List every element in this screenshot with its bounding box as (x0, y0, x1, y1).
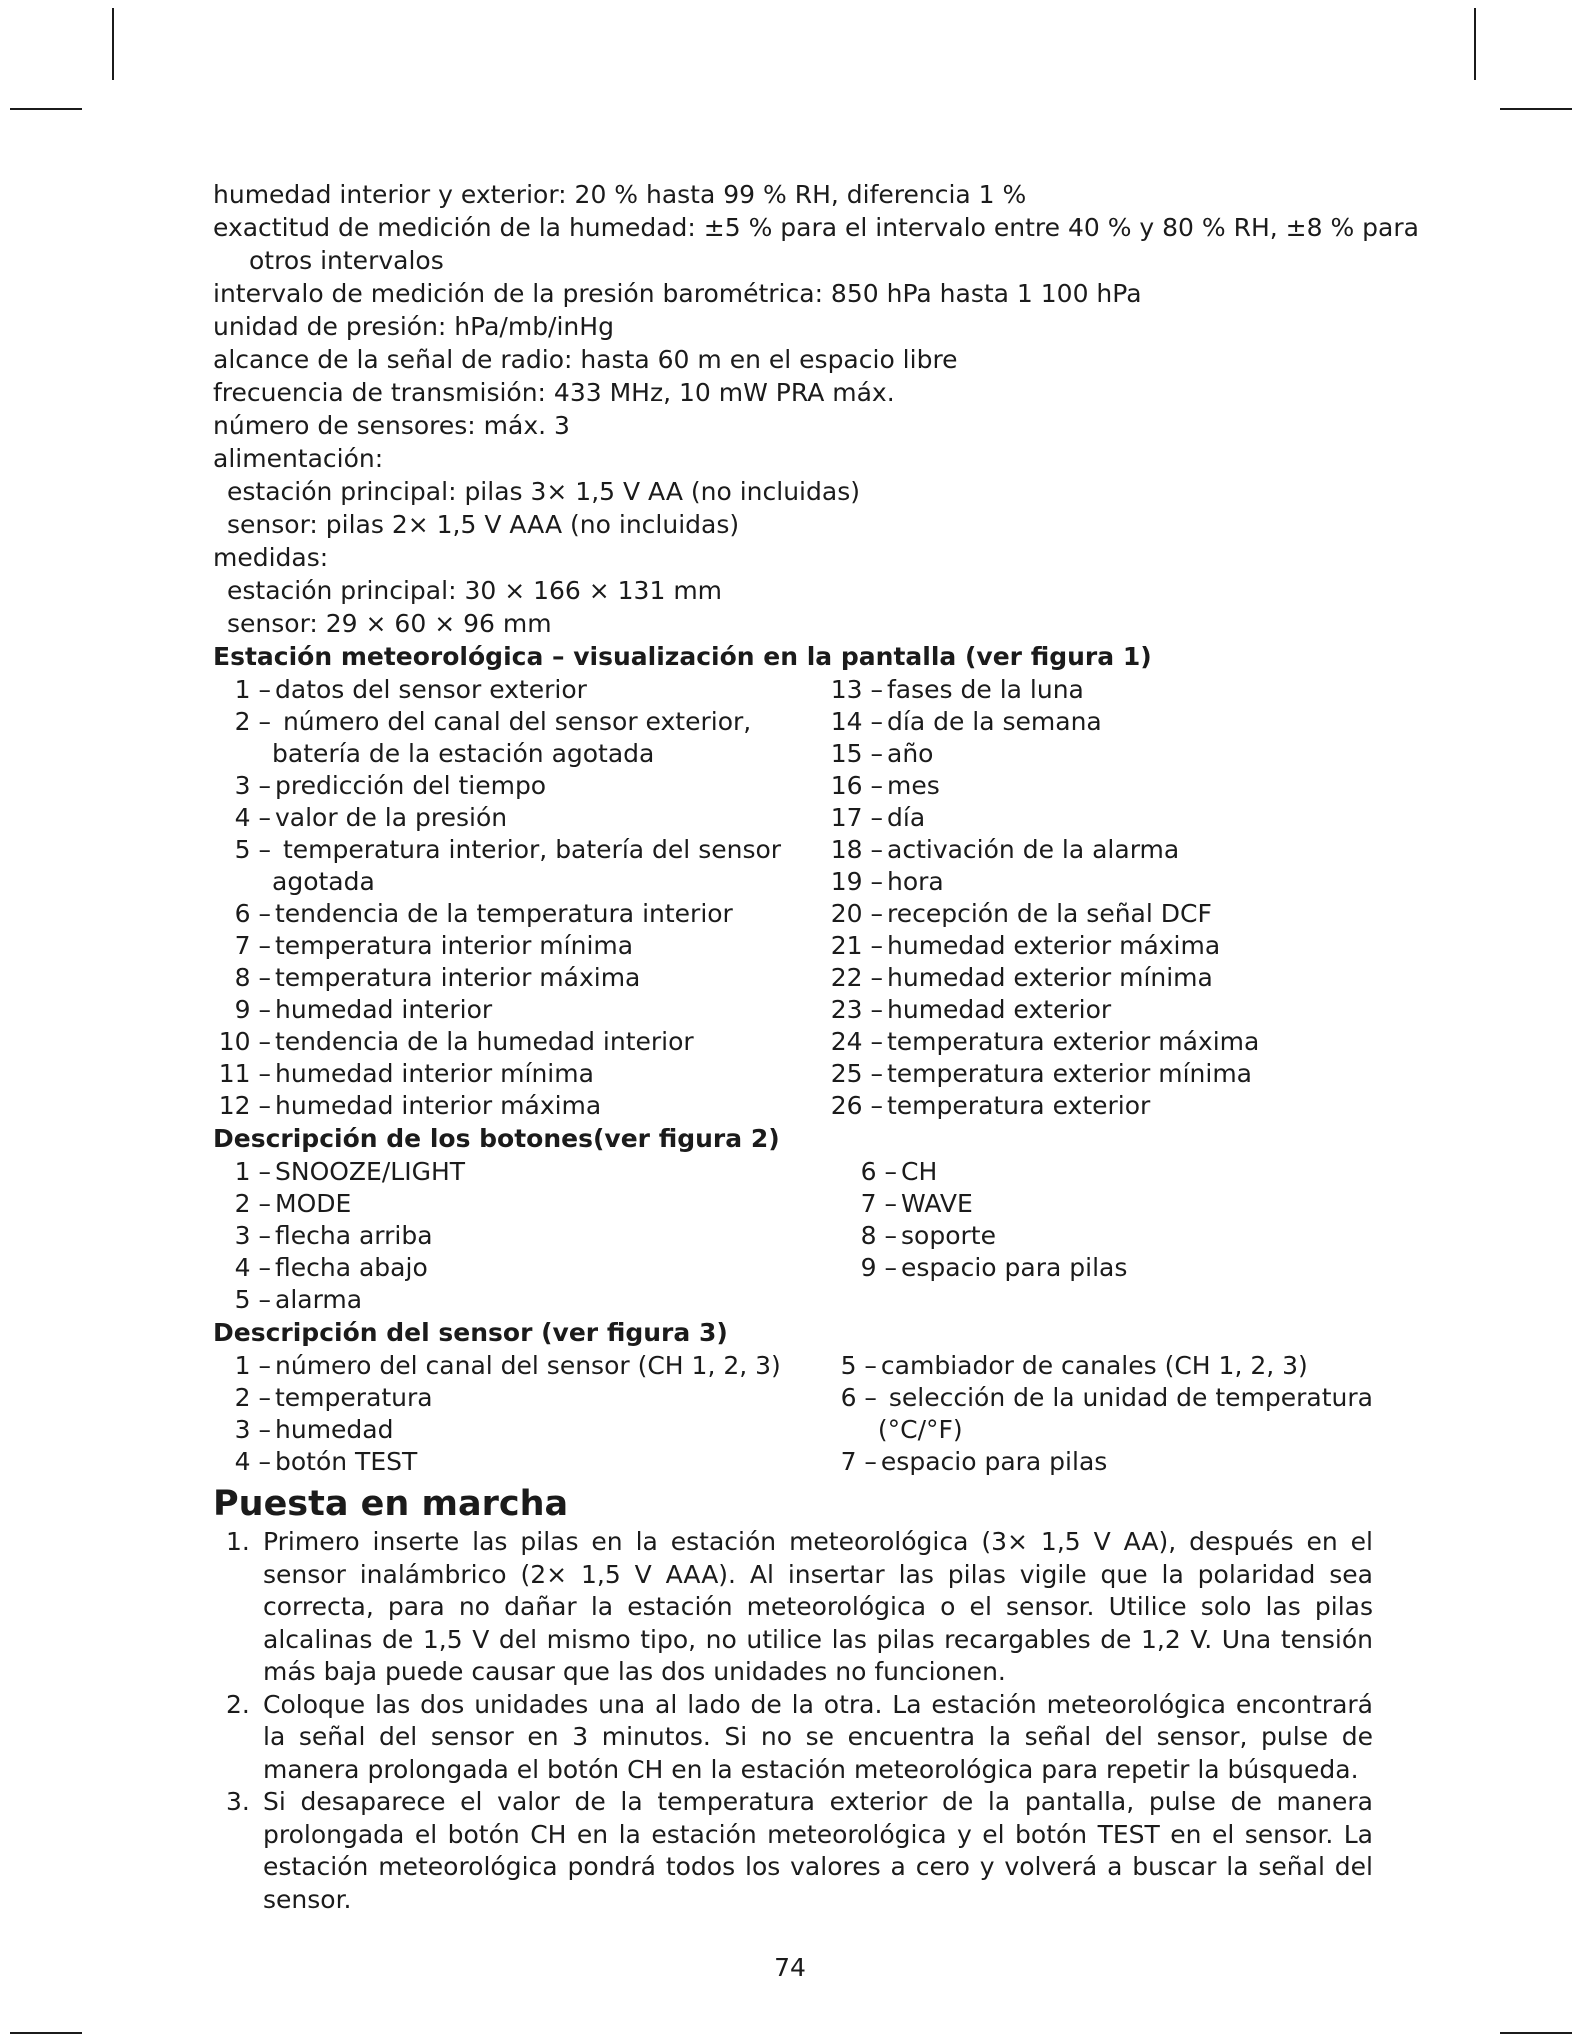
spec-line: sensor: 29 × 60 × 96 mm (227, 609, 552, 638)
legend-item-text: espacio para pilas (901, 1253, 1128, 1282)
crop-mark-bottom-right-horizontal (1500, 2032, 1572, 2034)
startup-step-text: Coloque las dos unidades una al lado de la otra. La estación meteorológica encontrará la señal del sensor en 3 minutos. Si no se encuentra la señal del sensor, pulse de manera prolongada el botón CH en la estación meteorológica para repetir la búsqueda. (263, 1689, 1373, 1784)
legend-item-number: 2 – (234, 707, 271, 736)
legend-item (213, 738, 825, 770)
sensor-legend-right (819, 1350, 1373, 1478)
legend-item (825, 802, 1373, 834)
legend-item-number: 7 – (234, 931, 271, 960)
legend-item-number: 11 – (218, 1059, 271, 1088)
startup-step (213, 1786, 1373, 1916)
legend-item (213, 1252, 839, 1284)
legend-item-number: 19 – (830, 867, 883, 896)
legend-item-number: 4 – (234, 1447, 271, 1476)
legend-item-number: 6 – (234, 899, 271, 928)
spec-line: otros intervalos (249, 246, 444, 275)
legend-item-number: 8 – (234, 963, 271, 992)
legend-item-text: número del canal del sensor exterior, (275, 707, 752, 736)
legend-item-text: tendencia de la temperatura interior (275, 899, 733, 928)
legend-item-text: datos del sensor exterior (275, 675, 587, 704)
sensor-section-heading: Descripción del sensor (ver figura 3) (213, 1318, 728, 1347)
buttons-legend-left (213, 1156, 839, 1316)
legend-item (213, 1350, 819, 1382)
legend-item-text: temperatura interior máxima (275, 963, 641, 992)
legend-item-text: WAVE (901, 1189, 973, 1218)
legend-item-text: flecha abajo (275, 1253, 428, 1282)
page-number: 74 (774, 1953, 806, 1982)
legend-item (819, 1350, 1373, 1382)
legend-item-number: 7 – (840, 1447, 877, 1476)
legend-item-text: humedad exterior mínima (887, 963, 1213, 992)
legend-item (213, 962, 825, 994)
legend-item-number: 21 – (830, 931, 883, 960)
legend-item-text: CH (901, 1157, 938, 1186)
page-content (213, 178, 1419, 1916)
legend-item (825, 738, 1373, 770)
legend-item (213, 1156, 839, 1188)
legend-item-number: 16 – (830, 771, 883, 800)
legend-item-number: 3 – (234, 771, 271, 800)
legend-item (213, 866, 825, 898)
legend-item-number: 2 – (234, 1189, 271, 1218)
startup-step-text: Primero inserte las pilas en la estación meteorológica (3× 1,5 V AA), después en el sensor inalámbrico (2× 1,5 V AAA). Al insertar las pilas vigile que la polaridad sea correcta, para no dañar la estación meteorológica o el sensor. Utilice solo las pilas alcalinas de 1,5 V del mismo tipo, no utilice las pilas recargables de 1,2 V. Una tensión más baja puede causar que las dos unidades no funcionen. (263, 1527, 1373, 1686)
legend-item (213, 1220, 839, 1252)
legend-item (213, 994, 825, 1026)
legend-item-number: 14 – (830, 707, 883, 736)
legend-item-text: espacio para pilas (880, 1447, 1108, 1476)
crop-mark-top-right-vertical (1474, 8, 1476, 80)
display-legend-left (213, 674, 825, 1122)
legend-item (213, 1446, 819, 1478)
legend-item-number: 5 – (840, 1351, 877, 1380)
legend-item (819, 1414, 1373, 1446)
legend-item-text: día (887, 803, 926, 832)
legend-item-text: cambiador de canales (CH 1, 2, 3) (880, 1351, 1308, 1380)
legend-item (825, 866, 1373, 898)
legend-item-text: día de la semana (887, 707, 1102, 736)
legend-item (213, 1058, 825, 1090)
legend-item-number: 15 – (830, 739, 883, 768)
spec-line: intervalo de medición de la presión barométrica: 850 hPa hasta 1 100 hPa (213, 279, 1142, 308)
legend-item-text: temperatura (275, 1383, 433, 1412)
legend-item-number: 6 – (860, 1157, 897, 1186)
startup-heading: Puesta en marcha (213, 1484, 569, 1524)
legend-item-number: 4 – (234, 803, 271, 832)
legend-item-text: fases de la luna (887, 675, 1084, 704)
spec-line: exactitud de medición de la humedad: ±5 % para el intervalo entre 40 % y 80 % RH, ±8 % para (213, 213, 1419, 242)
display-section-heading: Estación meteorológica – visualización en la pantalla (ver figura 1) (213, 642, 1152, 671)
legend-item-text: MODE (275, 1189, 352, 1218)
legend-item (213, 1026, 825, 1058)
buttons-section-heading: Descripción de los botones(ver figura 2) (213, 1124, 780, 1153)
startup-step-number: 1. (226, 1527, 250, 1556)
legend-item-text: flecha arriba (275, 1221, 433, 1250)
buttons-legend-right (839, 1156, 1373, 1316)
spec-list (213, 178, 1419, 640)
legend-item-number: 26 – (830, 1091, 883, 1120)
display-legend (213, 674, 1373, 1122)
legend-item-text: SNOOZE/LIGHT (275, 1157, 466, 1186)
legend-item (825, 1026, 1373, 1058)
sensor-legend (213, 1350, 1373, 1478)
legend-item-number: 10 – (218, 1027, 271, 1056)
legend-item (213, 834, 825, 866)
legend-item-number: 7 – (860, 1189, 897, 1218)
legend-item (825, 834, 1373, 866)
spec-line: estación principal: 30 × 166 × 131 mm (227, 576, 723, 605)
legend-item-number: 2 – (234, 1383, 271, 1412)
legend-item (825, 962, 1373, 994)
legend-item-number: 22 – (830, 963, 883, 992)
legend-item (825, 674, 1373, 706)
spec-line: frecuencia de transmisión: 433 MHz, 10 mW PRA máx. (213, 378, 895, 407)
legend-item (213, 1284, 839, 1316)
legend-item-number: 8 – (860, 1221, 897, 1250)
spec-line: medidas: (213, 543, 329, 572)
legend-item-number: 9 – (860, 1253, 897, 1282)
legend-item-number: 6 – (840, 1383, 877, 1412)
legend-item-number: 4 – (234, 1253, 271, 1282)
legend-item-text: humedad (275, 1415, 394, 1444)
legend-item (825, 1090, 1373, 1122)
startup-step (213, 1689, 1373, 1787)
legend-item-number: 25 – (830, 1059, 883, 1088)
legend-item (839, 1156, 1373, 1188)
legend-item-text: predicción del tiempo (275, 771, 547, 800)
buttons-legend (213, 1156, 1373, 1316)
legend-item (213, 802, 825, 834)
legend-item-text: humedad exterior máxima (887, 931, 1221, 960)
legend-item-text: activación de la alarma (887, 835, 1180, 864)
legend-item-text: recepción de la señal DCF (887, 899, 1212, 928)
legend-item-number: 23 – (830, 995, 883, 1024)
legend-item-text: temperatura exterior máxima (887, 1027, 1260, 1056)
legend-item-text: temperatura interior, batería del sensor (275, 835, 782, 864)
legend-item (839, 1188, 1373, 1220)
legend-item-text: alarma (275, 1285, 363, 1314)
legend-item-text: valor de la presión (275, 803, 508, 832)
spec-line: estación principal: pilas 3× 1,5 V AA (no incluidas) (227, 477, 860, 506)
startup-step-number: 3. (226, 1787, 250, 1816)
legend-item-text: tendencia de la humedad interior (275, 1027, 694, 1056)
legend-item (825, 770, 1373, 802)
legend-item-text: (°C/°F) (877, 1415, 963, 1444)
legend-item (819, 1382, 1373, 1414)
spec-line: número de sensores: máx. 3 (213, 411, 570, 440)
startup-step-number: 2. (226, 1689, 250, 1719)
crop-mark-top-left-horizontal (10, 108, 82, 110)
legend-item-text: humedad interior (275, 995, 493, 1024)
legend-item-text: agotada (272, 867, 375, 896)
legend-item-number: 1 – (234, 675, 271, 704)
legend-item (213, 770, 825, 802)
legend-item-text: selección de la unidad de temperatura (880, 1383, 1373, 1412)
legend-item-text: número del canal del sensor (CH 1, 2, 3) (275, 1351, 781, 1380)
legend-item (839, 1220, 1373, 1252)
legend-item (819, 1446, 1373, 1478)
legend-item (213, 898, 825, 930)
legend-item-number: 5 – (234, 835, 271, 864)
crop-mark-bottom-left-horizontal (10, 2032, 82, 2034)
legend-item (825, 930, 1373, 962)
legend-item (839, 1252, 1373, 1284)
legend-item-text: mes (887, 771, 940, 800)
legend-item-number: 1 – (234, 1157, 271, 1186)
legend-item-number: 18 – (830, 835, 883, 864)
legend-item (213, 1382, 819, 1414)
legend-item-number: 9 – (234, 995, 271, 1024)
legend-item-text: humedad interior máxima (275, 1091, 602, 1120)
legend-item-text: humedad exterior (887, 995, 1112, 1024)
legend-item-number: 17 – (830, 803, 883, 832)
sensor-legend-left (213, 1350, 819, 1478)
spec-line: alimentación: (213, 444, 384, 473)
spec-line: unidad de presión: hPa/mb/inHg (213, 312, 614, 341)
legend-item (213, 706, 825, 738)
spec-line: alcance de la señal de radio: hasta 60 m en el espacio libre (213, 345, 958, 374)
legend-item-text: botón TEST (275, 1447, 418, 1476)
legend-item (825, 898, 1373, 930)
legend-item (825, 706, 1373, 738)
spec-line: humedad interior y exterior: 20 % hasta 99 % RH, diferencia 1 % (213, 180, 1027, 209)
startup-step (213, 1526, 1373, 1689)
legend-item-text: temperatura interior mínima (275, 931, 634, 960)
legend-item (213, 1188, 839, 1220)
legend-item-text: temperatura exterior (887, 1091, 1151, 1120)
legend-item (825, 994, 1373, 1026)
legend-item-number: 3 – (234, 1221, 271, 1250)
legend-item-number: 24 – (830, 1027, 883, 1056)
legend-item-text: hora (887, 867, 944, 896)
legend-item (213, 930, 825, 962)
crop-mark-top-right-horizontal (1500, 108, 1572, 110)
legend-item-number: 3 – (234, 1415, 271, 1444)
startup-steps (213, 1526, 1373, 1916)
legend-item (213, 1090, 825, 1122)
legend-item-text: temperatura exterior mínima (887, 1059, 1253, 1088)
crop-mark-top-left-vertical (112, 8, 114, 80)
spec-line: sensor: pilas 2× 1,5 V AAA (no incluidas) (227, 510, 740, 539)
legend-item (825, 1058, 1373, 1090)
legend-item-text: humedad interior mínima (275, 1059, 594, 1088)
legend-item-text: año (887, 739, 934, 768)
startup-step-text: Si desaparece el valor de la temperatura exterior de la pantalla, pulse de manera prolongada el botón CH en la estación meteorológica y el botón TEST en el sensor. La estación meteorológica pondrá todos los valores a cero y volverá a buscar la señal del sensor. (263, 1787, 1373, 1914)
display-legend-right (825, 674, 1373, 1122)
legend-item-number: 13 – (830, 675, 883, 704)
legend-item (213, 674, 825, 706)
legend-item-number: 1 – (234, 1351, 271, 1380)
legend-item-text: soporte (901, 1221, 996, 1250)
legend-item-number: 5 – (234, 1285, 271, 1314)
legend-item-text: batería de la estación agotada (272, 739, 655, 768)
legend-item-number: 20 – (830, 899, 883, 928)
legend-item (213, 1414, 819, 1446)
legend-item-number: 12 – (218, 1091, 271, 1120)
